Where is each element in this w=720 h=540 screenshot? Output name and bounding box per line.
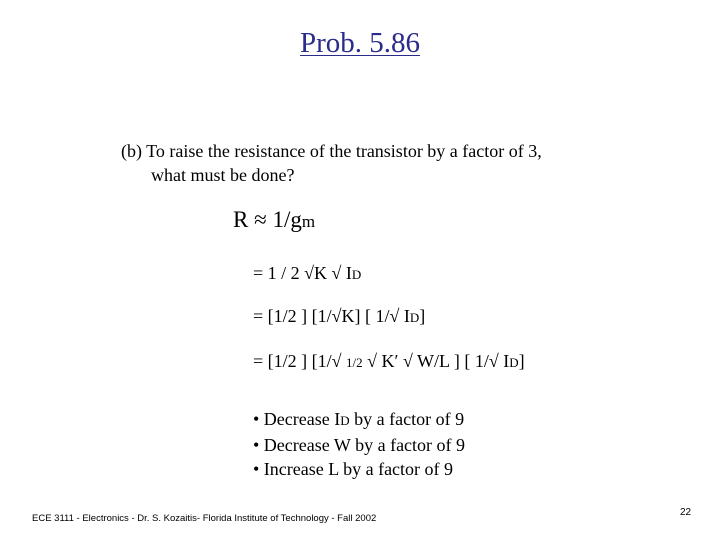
bullet-list — [253, 407, 465, 481]
main-formula-subscript: m — [301, 212, 316, 231]
page-number: 22 — [680, 507, 692, 518]
bullet-1-pre: • Decrease I — [253, 409, 341, 429]
bullet-item-increase-l: • Increase L by a factor of 9 — [253, 459, 454, 479]
slide-title-text: Prob. 5.86 — [299, 27, 421, 59]
main-formula-lhs: R ≈ 1/g — [233, 207, 302, 232]
equation-1-text: = 1 / 2 √K √ I — [253, 263, 352, 283]
question-line-2: what must be done? — [151, 165, 295, 185]
equation-3-text-a: = [1/2 ] [1/√ — [253, 351, 347, 371]
slide-title — [0, 26, 720, 60]
bullet-1-post: by a factor of 9 — [349, 409, 465, 429]
equation-3-close: ] — [518, 351, 525, 371]
equation-2-close: ] — [419, 306, 426, 326]
equation-3-small: 1/2 — [346, 355, 363, 370]
bullet-item-decrease-w: • Decrease W by a factor of 9 — [253, 435, 466, 455]
main-formula — [233, 206, 315, 236]
equation-3-subscript: D — [509, 355, 519, 370]
equation-3-text-b: √ K′ √ W/L ] [ 1/√ I — [362, 351, 510, 371]
question-text — [121, 139, 542, 187]
equation-3 — [253, 350, 525, 374]
equation-2 — [253, 305, 425, 329]
question-line-1: (b) To raise the resistance of the transistor by a factor of 3, — [121, 141, 542, 161]
equation-2-text: = [1/2 ] [1/√K] [ 1/√ I — [253, 306, 410, 326]
equation-1-subscript: D — [351, 267, 362, 282]
bullet-1-subscript: D — [340, 413, 350, 428]
equation-1 — [253, 262, 361, 286]
bullet-item-decrease-id — [253, 407, 465, 433]
slide-footer: ECE 3111 - Electronics - Dr. S. Kozaitis- Florida Institute of Technology - Fall 2002 — [32, 513, 377, 524]
equation-2-subscript: D — [409, 310, 420, 325]
